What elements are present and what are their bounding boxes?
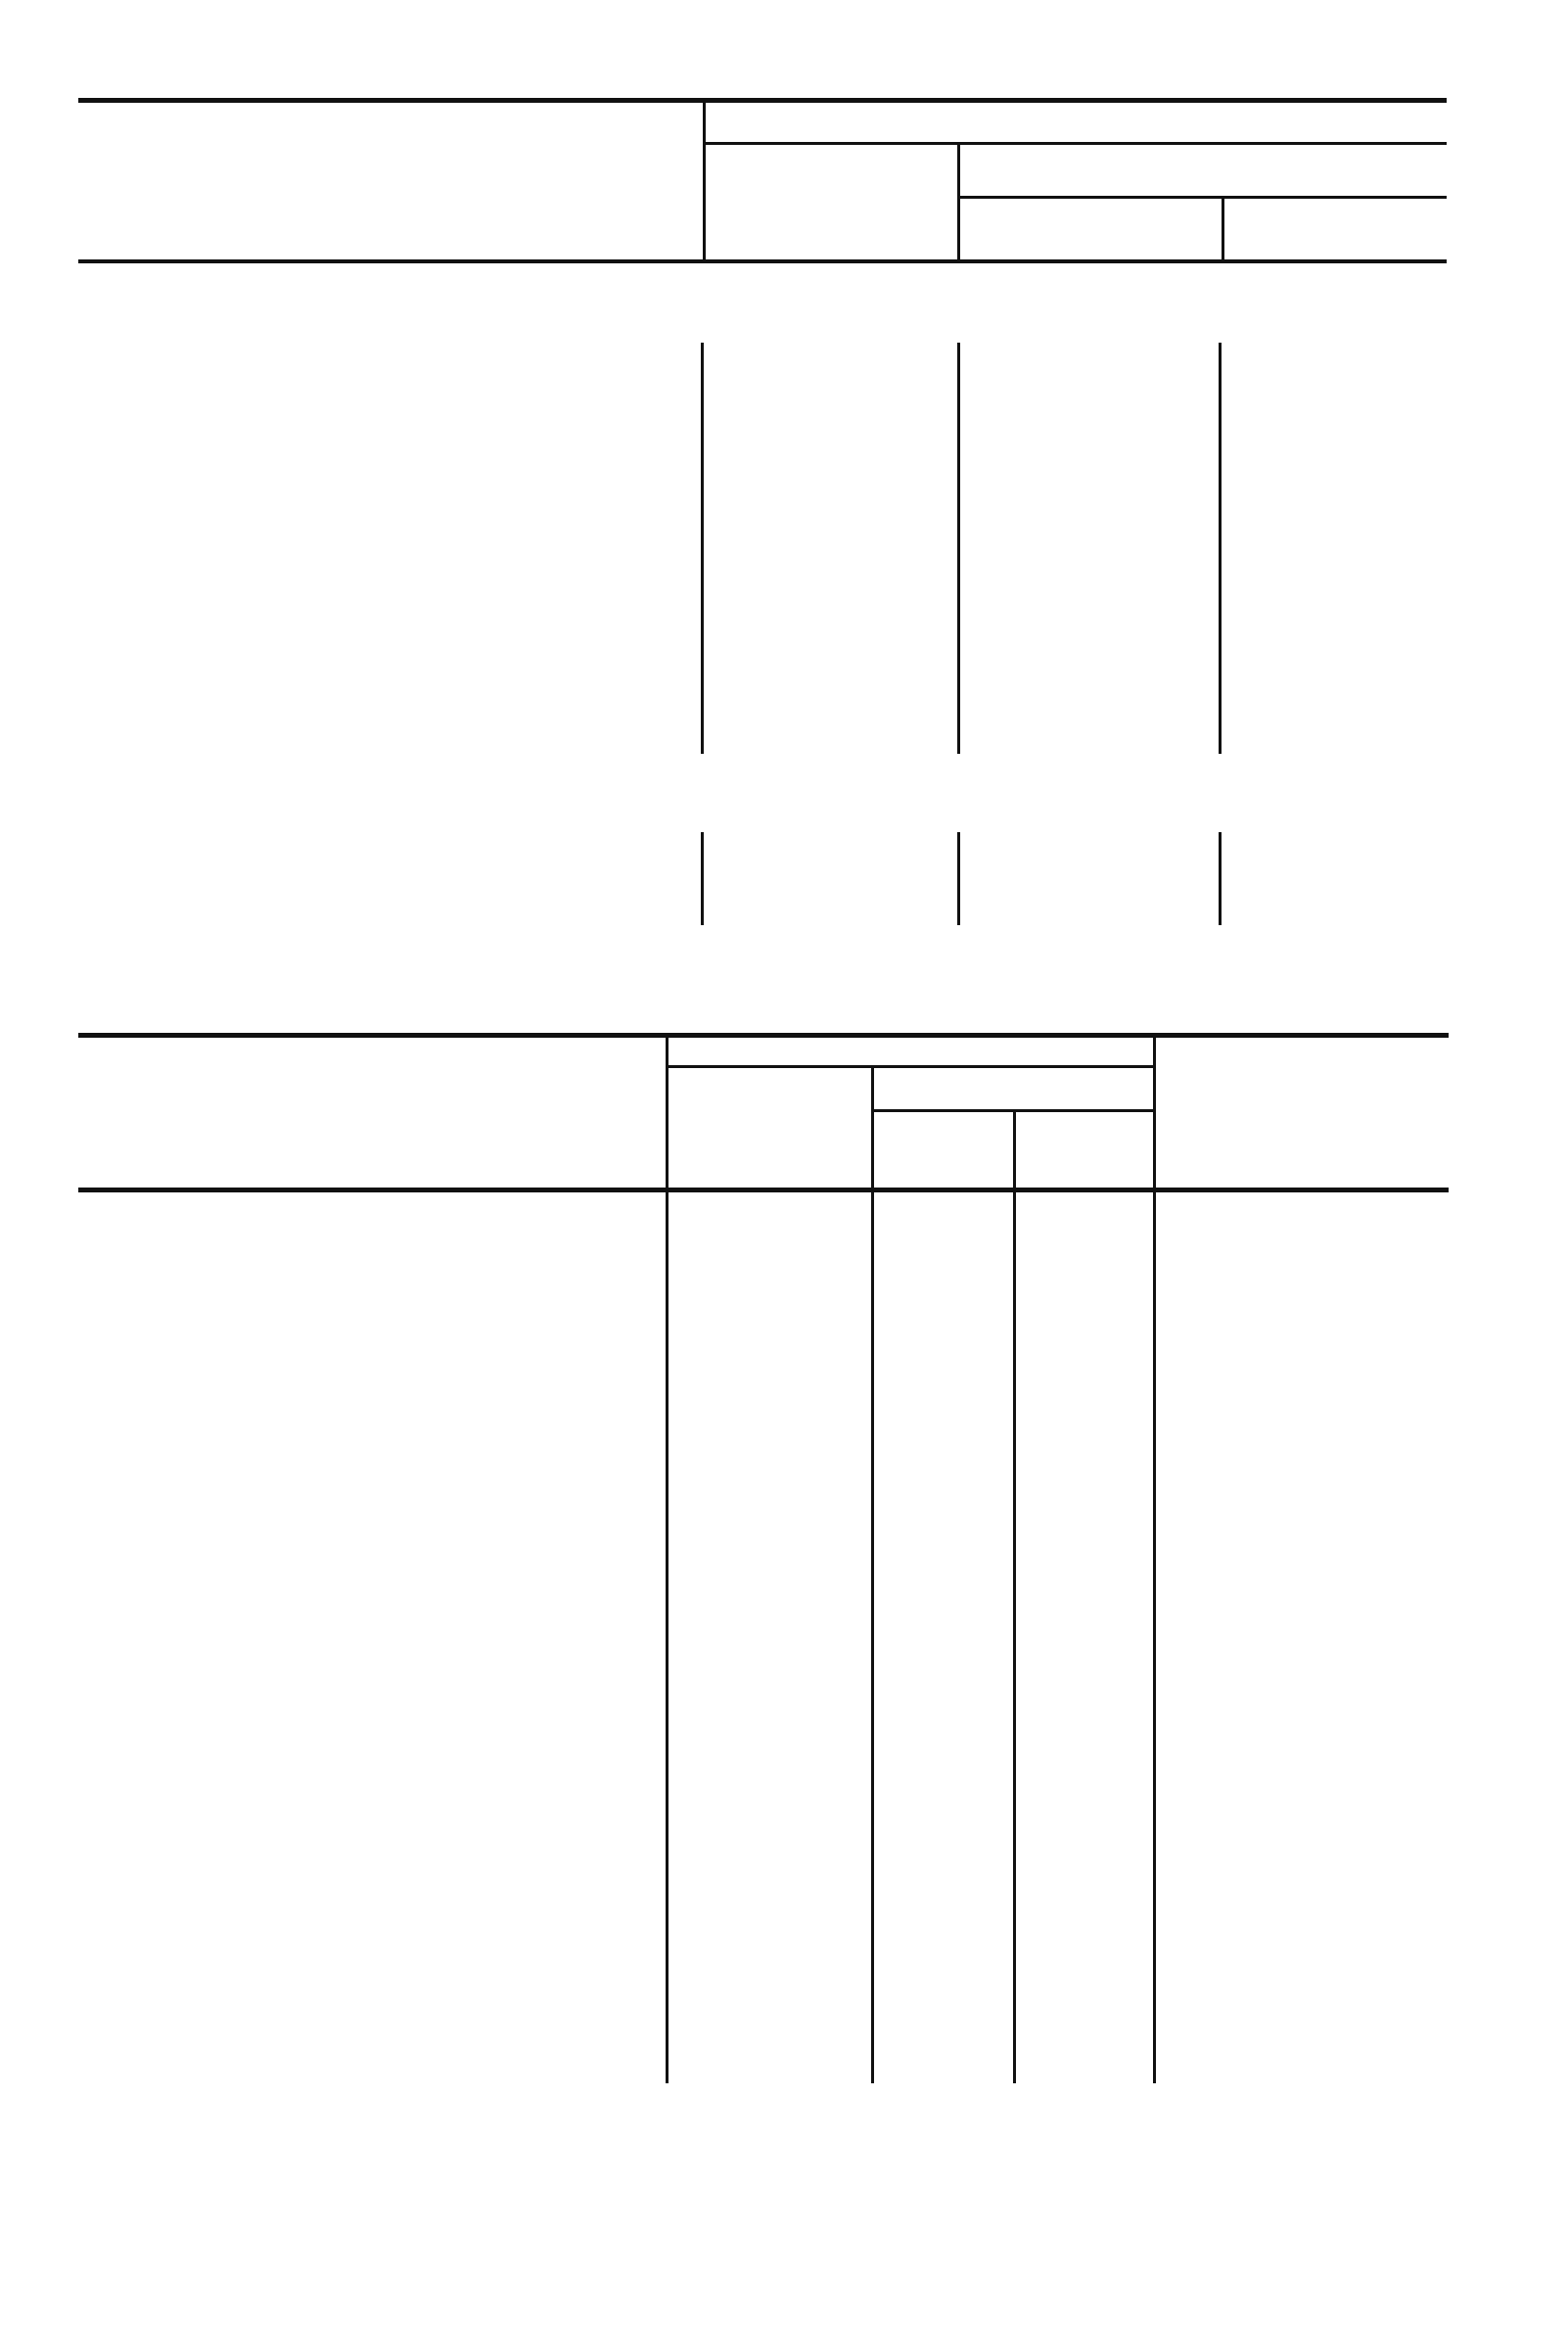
col-divider — [1219, 832, 1222, 925]
col-divider — [1013, 1192, 1016, 2083]
col-divider — [1219, 343, 1222, 754]
col-divider — [666, 1192, 669, 2083]
col-divider — [701, 832, 704, 925]
table1-header — [78, 98, 1447, 264]
col-divider — [957, 343, 960, 754]
col-divider — [701, 343, 704, 754]
col-divider — [1153, 1192, 1156, 2083]
table2-header — [78, 1033, 1449, 1189]
col-divider — [871, 1192, 874, 2083]
col-divider — [957, 832, 960, 925]
